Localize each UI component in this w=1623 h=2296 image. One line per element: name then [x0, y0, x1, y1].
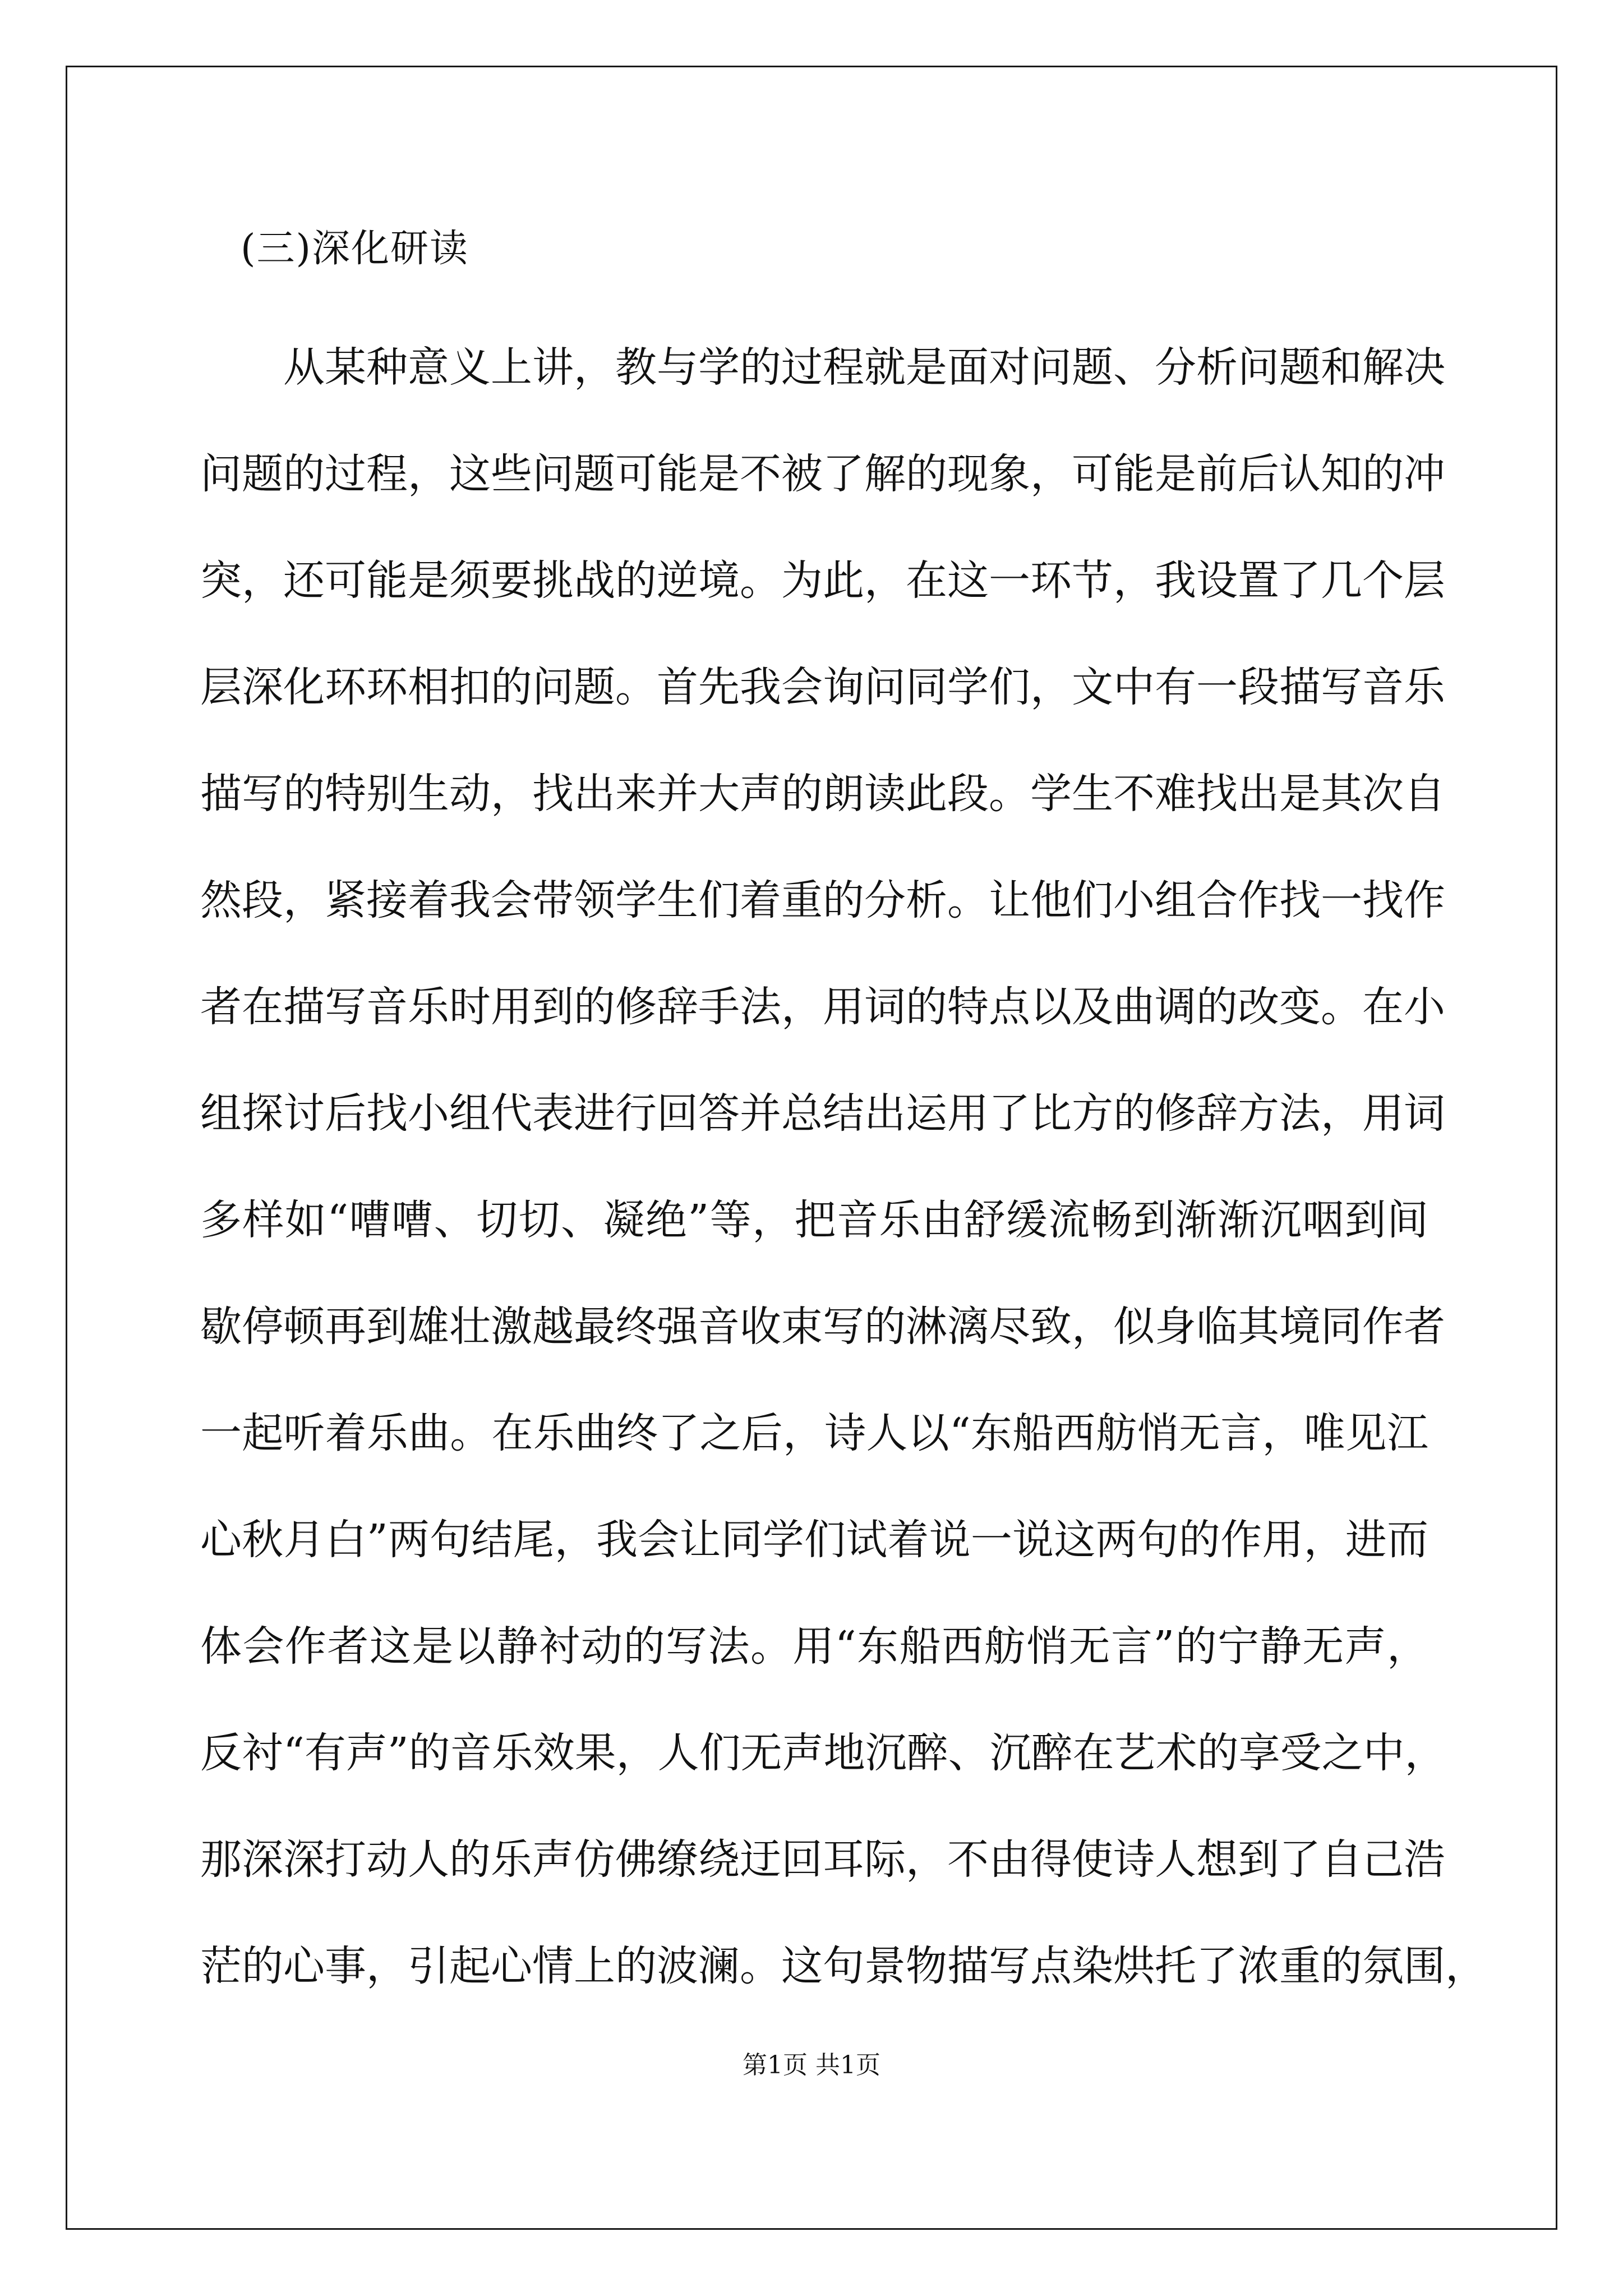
paragraph-line: 突，还可能是须要挑战的逆境。为此，在这一环节，我设置了几个层 — [200, 556, 1445, 605]
paragraph-line: 多样如“嘈嘈、切切、凝绝”等，把音乐由舒缓流畅到渐渐沉咽到间 — [200, 1196, 1428, 1244]
paragraph-line: 从某种意义上讲，教与学的过程就是面对问题、分析问题和解决 — [283, 343, 1445, 392]
paragraph-line: 层深化环环相扣的问题。首先我会询问同学们，文中有一段描写音乐 — [200, 663, 1445, 711]
paragraph-line: 一起听着乐曲。在乐曲终了之后，诗人以“东船西舫悄无言，唯见江 — [200, 1409, 1428, 1457]
paragraph-line: 心秋月白”两句结尾，我会让同学们试着说一说这两句的作用，进而 — [200, 1516, 1428, 1564]
paragraph-line: 那深深打动人的乐声仿佛缭绕迂回耳际，不由得使诗人想到了自己浩 — [200, 1835, 1445, 1884]
paragraph-line: 茫的心事，引起心情上的波澜。这句景物描写点染烘托了浓重的氛围， — [200, 1942, 1487, 1990]
document-body — [200, 210, 1487, 2019]
paragraph-line: 描写的特别生动，找出来并大声的朗读此段。学生不难找出是其次自 — [200, 770, 1445, 818]
paragraph-line: 歇停顿再到雄壮激越最终强音收束写的淋漓尽致，似身临其境同作者 — [200, 1303, 1445, 1351]
section-heading: (三)深化研读 — [241, 227, 469, 271]
page-number-footer: 第1页 共1页 — [743, 2051, 880, 2079]
paragraph-line: 问题的过程，这些问题可能是不被了解的现象，可能是前后认知的冲 — [200, 450, 1445, 498]
paragraph-line: 者在描写音乐时用到的修辞手法，用词的特点以及曲调的改变。在小 — [200, 983, 1445, 1031]
paragraph-line: 组探讨后找小组代表进行回答并总结出运用了比方的修辞方法，用词 — [200, 1089, 1445, 1138]
paragraph-line: 反衬“有声”的音乐效果，人们无声地沉醉、沉醉在艺术的享受之中， — [200, 1729, 1446, 1777]
paragraph-line: 体会作者这是以静衬动的写法。用“东船西舫悄无言”的宁静无声， — [200, 1622, 1428, 1671]
paragraph-line: 然段，紧接着我会带领学生们着重的分析。让他们小组合作找一找作 — [200, 876, 1445, 924]
